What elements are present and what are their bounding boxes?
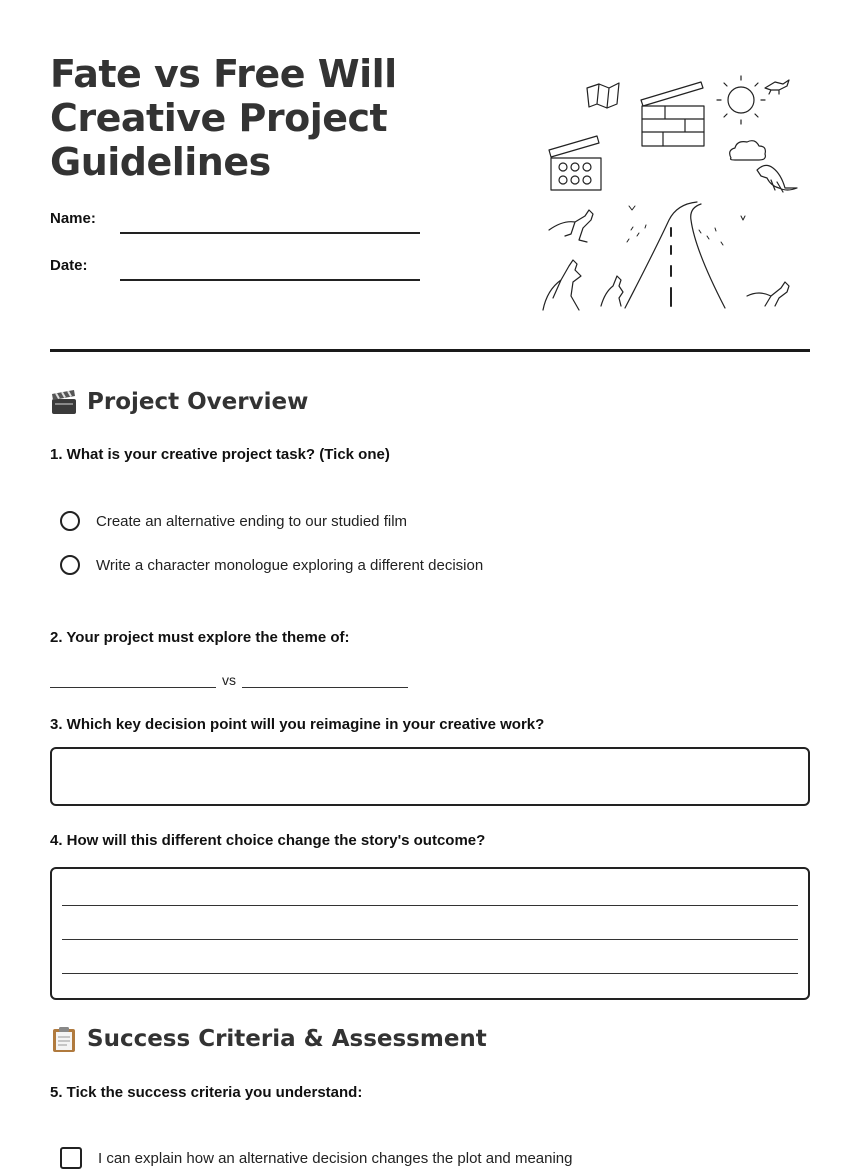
kangaroo-icon	[549, 210, 593, 242]
question-4: 4. How will this different choice change the story's outcome?	[50, 832, 486, 849]
title-line: Fate vs Free Will	[50, 52, 397, 96]
section-heading-text: Project Overview	[87, 389, 309, 415]
cloud-icon	[730, 141, 766, 160]
title-line: Guidelines	[50, 140, 271, 184]
writing-line	[62, 973, 798, 974]
dinosaur-icon	[765, 80, 789, 94]
theme-blank-1[interactable]	[50, 673, 216, 688]
decision-point-answer-box[interactable]	[50, 747, 810, 806]
date-input-line[interactable]	[120, 279, 420, 281]
date-label: Date:	[50, 257, 88, 274]
title-line: Creative Project	[50, 96, 388, 140]
clipboard-icon	[50, 1025, 78, 1053]
kangaroo-icon	[747, 282, 789, 306]
grass-marks	[627, 206, 745, 245]
writing-line	[62, 939, 798, 940]
question-1: 1. What is your creative project task? (Tick one)	[50, 446, 390, 463]
writing-line	[62, 905, 798, 906]
criterion-label: I can explain how an alternative decision changes the plot and meaning	[98, 1149, 573, 1167]
option-character-monologue[interactable]	[60, 555, 483, 575]
question-5: 5. Tick the success criteria you understand:	[50, 1084, 363, 1101]
header-divider	[50, 349, 810, 352]
checkbox[interactable]	[60, 1147, 82, 1169]
road-icon	[625, 202, 725, 308]
radio-button[interactable]	[60, 511, 80, 531]
clapperboard-icon	[50, 388, 78, 416]
page-title	[50, 52, 397, 184]
theme-blanks	[50, 672, 408, 688]
map-icon	[587, 83, 619, 108]
section-heading-overview	[50, 388, 308, 416]
option-alternative-ending[interactable]	[60, 511, 407, 531]
name-label: Name:	[50, 210, 96, 227]
film-reel-clapboard-icon	[549, 136, 601, 190]
outcome-answer-box[interactable]	[50, 867, 810, 1000]
sun-icon	[717, 76, 765, 124]
kangaroo-icon	[601, 276, 623, 306]
option-label: Write a character monologue exploring a different decision	[96, 556, 484, 574]
kangaroo-icon	[543, 260, 581, 310]
question-2: 2. Your project must explore the theme of:	[50, 629, 350, 646]
radio-button[interactable]	[60, 555, 80, 575]
criterion-item[interactable]	[60, 1147, 573, 1169]
theme-blank-2[interactable]	[242, 673, 408, 688]
option-label: Create an alternative ending to our studied film	[96, 512, 408, 530]
name-input-line[interactable]	[120, 232, 420, 234]
dinosaur-icon	[757, 165, 797, 192]
section-heading-text: Success Criteria & Assessment	[87, 1026, 487, 1052]
doodle-illustration	[535, 70, 805, 320]
question-3: 3. Which key decision point will you reimagine in your creative work?	[50, 716, 545, 733]
section-heading-assessment	[50, 1025, 487, 1053]
clapboard-icon	[641, 82, 704, 146]
vs-label: vs	[222, 672, 236, 688]
